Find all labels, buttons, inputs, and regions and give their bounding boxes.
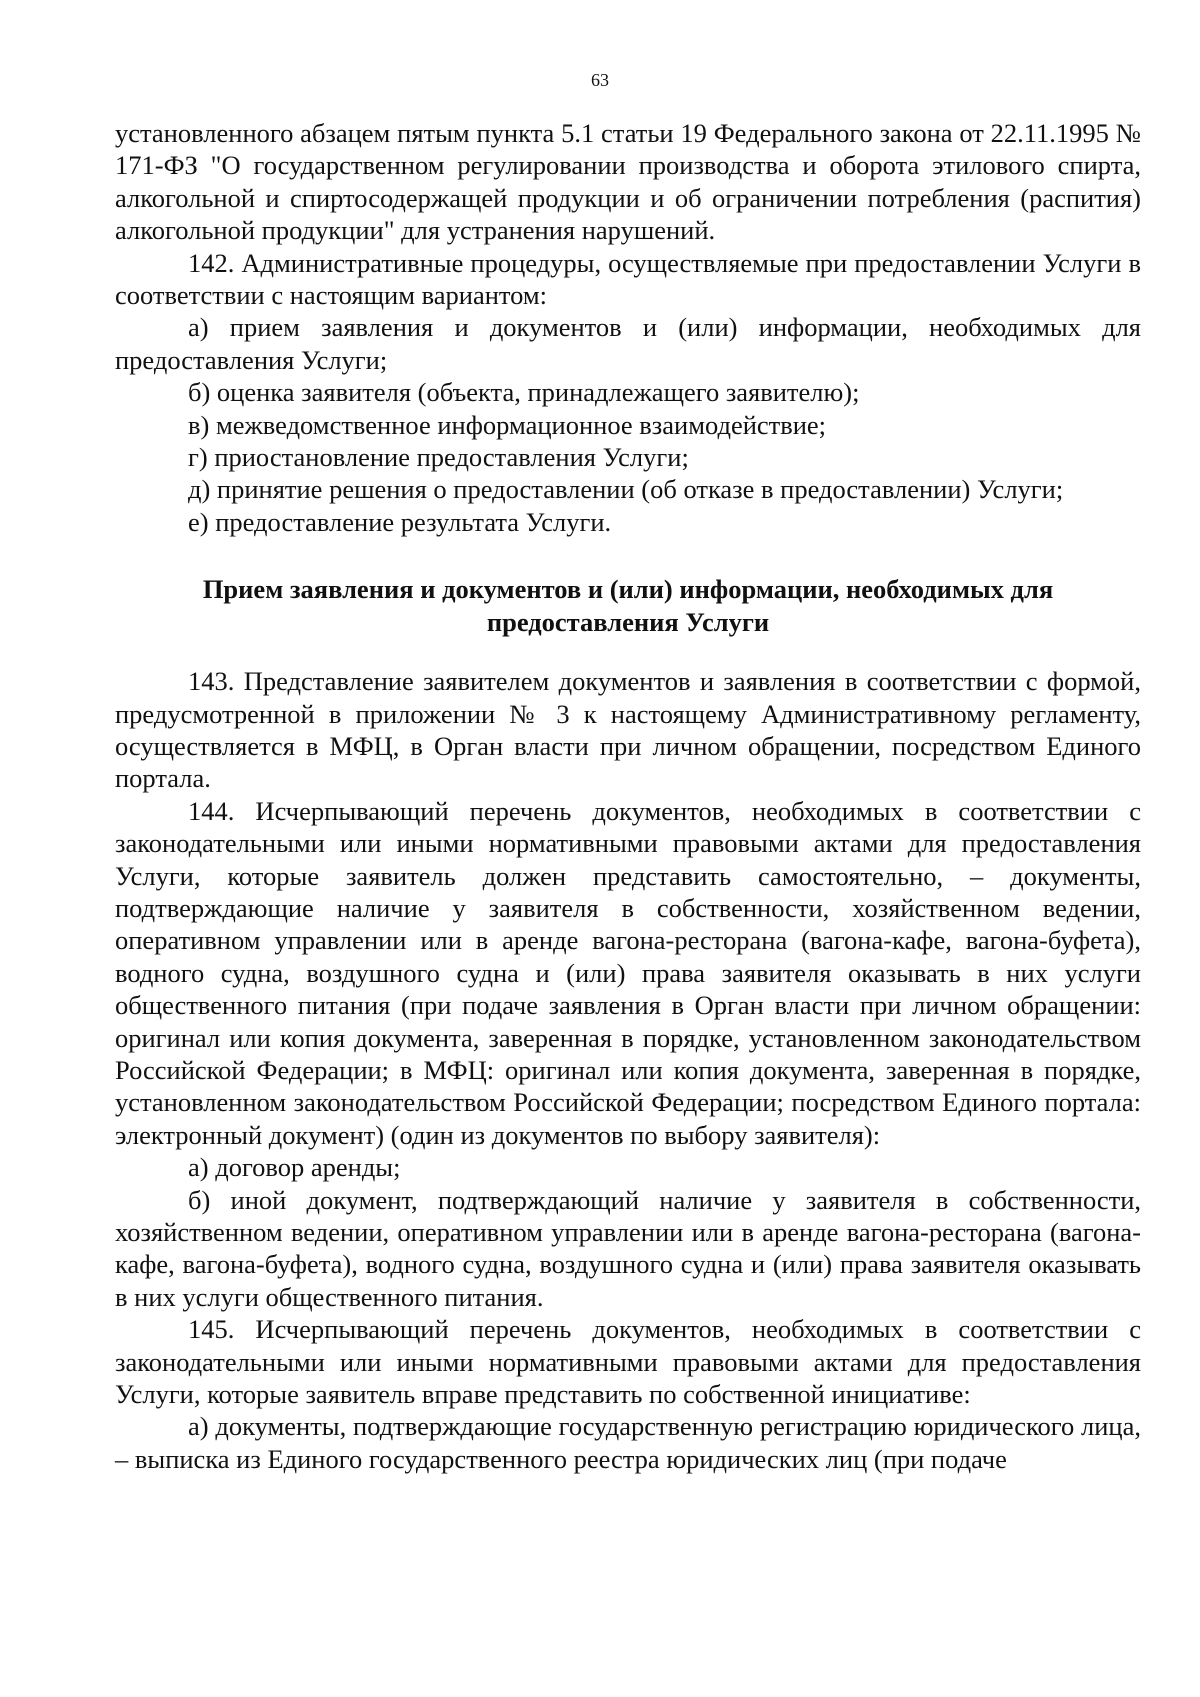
list-item: б) иной документ, подтверждающий наличие у заявителя в собственности, хозяйственном ведении, оперативном управлении или в аренде вагона-ресторана (вагона-кафе, вагона-буфета), водного судна, воздушного судна и (или) права заявителя оказывать в них услуги общественного питания. [115, 1184, 1141, 1312]
list-item: а) договор аренды; [188, 1152, 401, 1183]
list-item: б) оценка заявителя (объекта, принадлежащего заявителю); [188, 377, 860, 408]
page-content [115, 117, 1141, 1475]
paragraph: 145. Исчерпывающий перечень документов, необходимых в соответствии с законодательными или иными нормативными правовыми актами для предоставления Услуги, которые заявитель вправе представить по собственной инициативе: [115, 1314, 1141, 1410]
list-item: д) принятие решения о предоставлении (об отказе в предоставлении) Услуги; [188, 474, 1064, 505]
paragraphs-before-heading [115, 117, 1141, 538]
paragraphs-after-heading [115, 665, 1141, 1475]
list-item: а) прием заявления и документов и (или) информации, необходимых для предоставления Услуги; [115, 312, 1141, 375]
paragraph: установленного абзацем пятым пункта 5.1 статьи 19 Федерального закона от 22.11.1995 № 171-ФЗ "О государственном регулировании производства и оборота этилового спирта, алкогольной и спиртосодержащей продукции и об ограничении потребления (распития) алкогольной продукции" для устранения нарушений. [115, 118, 1141, 246]
paragraph: 142. Административные процедуры, осуществляемые при предоставлении Услуги в соответствии с настоящим вариантом: [115, 247, 1141, 311]
list-item: в) межведомственное информационное взаимодействие; [188, 409, 827, 440]
section-heading: Прием заявления и документов и (или) информации, необходимых для предоставления Услуги [202, 574, 1054, 637]
paragraph: 144. Исчерпывающий перечень документов, необходимых в соответствии с законодательными или иными нормативными правовыми актами для предоставления Услуги, которые заявитель должен представить самостоятельно, – документы, подтверждающие наличие у заявителя в собственности, хозяйственном ведении, оперативном управлении или в аренде вагона-ресторана (вагона-кафе, вагона-буфета), водного судна, воздушного судна и (или) права заявителя оказывать в них услуги общественного питания (при подаче заявления в Орган власти при личном обращении: оригинал или копия документа, заверенная в порядке, установленном законодательством Российской Федерации; в МФЦ: оригинал или копия документа, заверенная в порядке, установленном законодательством Российской Федерации; посредством Единого портала: электронный документ) (один из документов по выбору заявителя): [115, 795, 1141, 1150]
list-item: а) документы, подтверждающие государственную регистрацию юридического лица, – выписка из Единого государственного реестра юридических лиц (при подаче [115, 1411, 1141, 1474]
page-number: 63 [591, 70, 609, 90]
paragraph: 143. Представление заявителем документов и заявления в соответствии с формой, предусмотренной в приложении № 3 к настоящему Административному регламенту, осуществляется в МФЦ, в Орган власти при личном обращении, посредством Единого портала. [115, 666, 1141, 794]
list-item: е) предоставление результата Услуги. [188, 506, 612, 537]
list-item: г) приостановление предоставления Услуги; [188, 442, 689, 473]
